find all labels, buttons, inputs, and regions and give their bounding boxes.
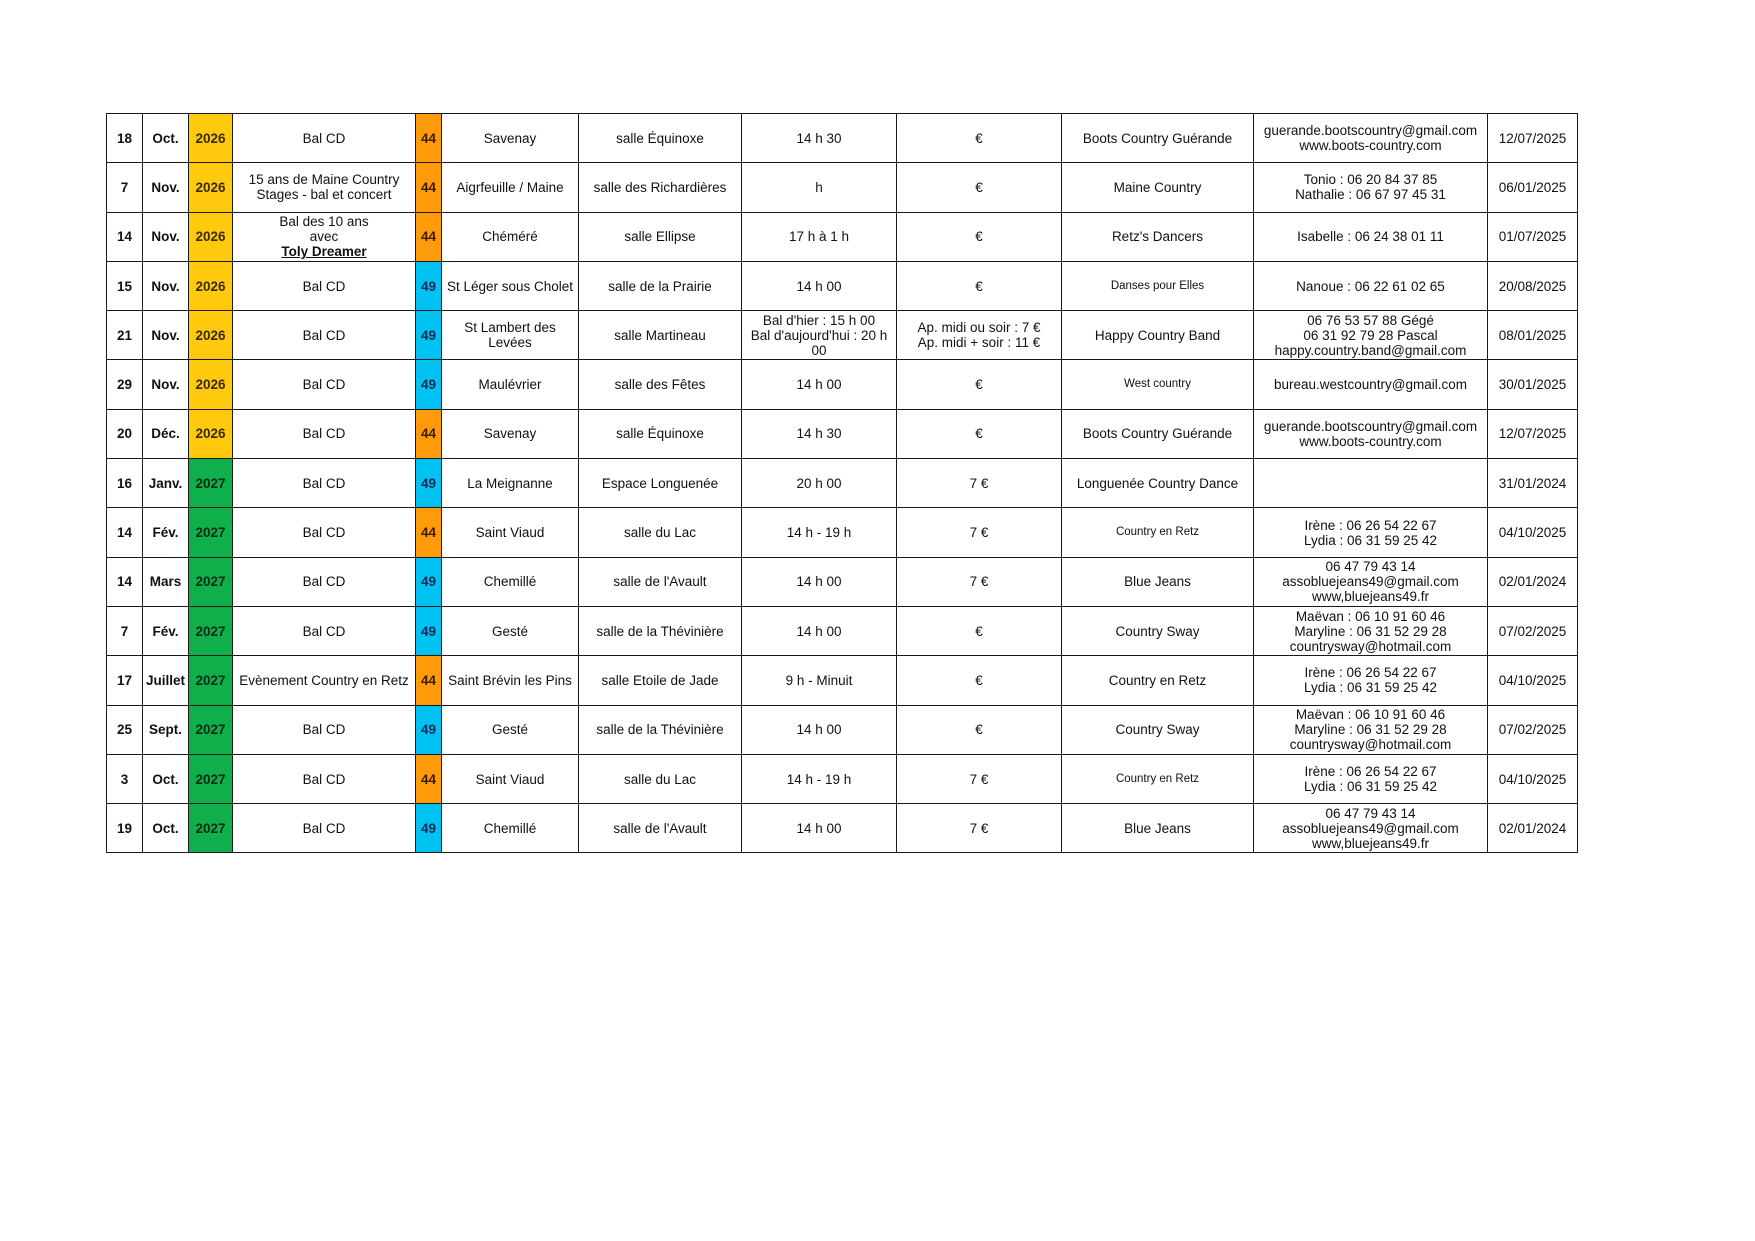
month-cell: Nov. xyxy=(143,261,189,310)
time-line: Bal d'aujourd'hui : 20 h 00 xyxy=(750,327,888,358)
day-cell: 15 xyxy=(107,261,143,310)
price-cell xyxy=(897,508,1062,557)
city-cell: Chemillé xyxy=(442,804,579,853)
event-line: Bal CD xyxy=(302,130,346,146)
event-line: Bal des 10 ans xyxy=(279,214,369,230)
contact-line: Irène : 06 26 54 22 67 xyxy=(1304,764,1437,779)
month-cell: Nov. xyxy=(143,311,189,360)
price-cell xyxy=(897,606,1062,655)
time-cell xyxy=(742,508,897,557)
club-cell: Blue Jeans xyxy=(1062,557,1254,606)
event-line: Bal CD xyxy=(302,377,346,393)
time-line: 14 h - 19 h xyxy=(786,525,852,541)
price-line: Ap. midi + soir : 11 € xyxy=(917,335,1041,351)
year-cell: 2027 xyxy=(189,754,233,803)
updated-date-cell: 12/07/2025 xyxy=(1488,114,1578,163)
time-cell xyxy=(742,557,897,606)
updated-date-cell: 20/08/2025 xyxy=(1488,261,1578,310)
contact-line: countrysway@hotmail.com xyxy=(1289,638,1452,654)
club-cell: Longuenée Country Dance xyxy=(1062,459,1254,508)
month-cell: Nov. xyxy=(143,212,189,261)
table-row xyxy=(107,261,1578,310)
venue-cell: salle Équinoxe xyxy=(579,409,742,458)
month-cell: Mars xyxy=(143,557,189,606)
event-line: Bal CD xyxy=(302,623,346,639)
price-line: € xyxy=(975,278,983,294)
day-cell: 25 xyxy=(107,705,143,754)
updated-date-cell: 07/02/2025 xyxy=(1488,705,1578,754)
contact-line: Lydia : 06 31 59 25 42 xyxy=(1303,779,1438,794)
event-cell xyxy=(233,557,416,606)
contact-line: assobluejeans49@gmail.com xyxy=(1282,574,1459,590)
city-cell: Gesté xyxy=(442,705,579,754)
club-cell: Country Sway xyxy=(1062,705,1254,754)
contact-cell xyxy=(1254,656,1488,705)
event-line: Bal CD xyxy=(302,426,346,442)
time-line: h xyxy=(815,179,823,195)
time-cell xyxy=(742,261,897,310)
year-cell: 2027 xyxy=(189,705,233,754)
contact-line: countrysway@hotmail.com xyxy=(1289,737,1452,753)
time-cell xyxy=(742,212,897,261)
price-cell xyxy=(897,163,1062,212)
department-cell: 49 xyxy=(416,557,442,606)
event-cell xyxy=(233,114,416,163)
contact-line: www,bluejeans49.fr xyxy=(1311,589,1430,605)
table-row xyxy=(107,163,1578,212)
month-cell: Oct. xyxy=(143,804,189,853)
price-cell xyxy=(897,804,1062,853)
venue-cell: salle des Richardières xyxy=(579,163,742,212)
price-cell xyxy=(897,754,1062,803)
time-cell xyxy=(742,606,897,655)
year-cell: 2027 xyxy=(189,459,233,508)
table-row xyxy=(107,557,1578,606)
club-cell: Country en Retz xyxy=(1062,754,1254,803)
event-cell xyxy=(233,163,416,212)
month-cell: Janv. xyxy=(143,459,189,508)
contact-line: Maëvan : 06 10 91 60 46 xyxy=(1295,707,1446,723)
event-cell xyxy=(233,459,416,508)
time-line: 14 h 00 xyxy=(796,722,842,738)
month-cell: Nov. xyxy=(143,163,189,212)
city-cell: Maulévrier xyxy=(442,360,579,409)
department-cell: 49 xyxy=(416,311,442,360)
event-line: Bal CD xyxy=(302,574,346,590)
price-cell xyxy=(897,311,1062,360)
year-cell: 2027 xyxy=(189,557,233,606)
month-cell: Nov. xyxy=(143,360,189,409)
year-cell: 2026 xyxy=(189,360,233,409)
city-cell: Savenay xyxy=(442,114,579,163)
month-cell: Fév. xyxy=(143,508,189,557)
contact-line: www.boots-country.com xyxy=(1299,138,1442,154)
contact-cell xyxy=(1254,754,1488,803)
price-line: € xyxy=(975,623,983,639)
event-line: Bal CD xyxy=(302,525,346,541)
updated-date-cell: 08/01/2025 xyxy=(1488,311,1578,360)
updated-date-cell: 12/07/2025 xyxy=(1488,409,1578,458)
time-line: 14 h 30 xyxy=(796,426,842,442)
table-row xyxy=(107,360,1578,409)
price-cell xyxy=(897,212,1062,261)
contact-line: Maryline : 06 31 52 29 28 xyxy=(1294,623,1447,639)
price-line: € xyxy=(975,426,983,442)
day-cell: 7 xyxy=(107,606,143,655)
day-cell: 3 xyxy=(107,754,143,803)
contact-line: guerande.bootscountry@gmail.com xyxy=(1263,123,1478,139)
city-cell: Chemillé xyxy=(442,557,579,606)
venue-cell: salle Équinoxe xyxy=(579,114,742,163)
year-cell: 2026 xyxy=(189,409,233,458)
contact-line: 06 31 92 79 28 Pascal xyxy=(1303,327,1438,343)
time-cell xyxy=(742,459,897,508)
day-cell: 7 xyxy=(107,163,143,212)
price-line: € xyxy=(975,130,983,146)
event-cell xyxy=(233,606,416,655)
price-cell xyxy=(897,261,1062,310)
contact-cell xyxy=(1254,261,1488,310)
contact-cell xyxy=(1254,409,1488,458)
updated-date-cell: 30/01/2025 xyxy=(1488,360,1578,409)
event-line: Evènement Country en Retz xyxy=(239,672,409,688)
table-row xyxy=(107,656,1578,705)
table-row xyxy=(107,804,1578,853)
contact-line: bureau.westcountry@gmail.com xyxy=(1273,377,1468,393)
time-cell xyxy=(742,754,897,803)
city-cell: Chéméré xyxy=(442,212,579,261)
time-line: 14 h 00 xyxy=(796,820,842,836)
event-cell xyxy=(233,508,416,557)
club-cell: Country en Retz xyxy=(1062,508,1254,557)
price-cell xyxy=(897,409,1062,458)
day-cell: 18 xyxy=(107,114,143,163)
month-cell: Oct. xyxy=(143,754,189,803)
day-cell: 19 xyxy=(107,804,143,853)
month-cell: Sept. xyxy=(143,705,189,754)
table-row xyxy=(107,114,1578,163)
year-cell: 2026 xyxy=(189,212,233,261)
time-cell xyxy=(742,311,897,360)
contact-line: Irène : 06 26 54 22 67 xyxy=(1304,517,1437,533)
table-row xyxy=(107,606,1578,655)
year-cell: 2027 xyxy=(189,606,233,655)
contact-cell xyxy=(1254,557,1488,606)
day-cell: 14 xyxy=(107,557,143,606)
contact-line: 06 76 53 57 88 Gégé xyxy=(1307,312,1434,328)
department-cell: 44 xyxy=(416,409,442,458)
contact-line: Tonio : 06 20 84 37 85 xyxy=(1303,172,1438,188)
city-cell: Saint Viaud xyxy=(442,754,579,803)
contact-line: 06 47 79 43 14 xyxy=(1325,805,1416,821)
club-cell: Happy Country Band xyxy=(1062,311,1254,360)
department-cell: 44 xyxy=(416,508,442,557)
department-cell: 49 xyxy=(416,459,442,508)
day-cell: 29 xyxy=(107,360,143,409)
department-cell: 44 xyxy=(416,212,442,261)
time-cell xyxy=(742,114,897,163)
time-line: 14 h - 19 h xyxy=(786,771,852,787)
event-line: Bal CD xyxy=(302,475,346,491)
contact-cell xyxy=(1254,606,1488,655)
venue-cell: salle de l'Avault xyxy=(579,804,742,853)
contact-cell xyxy=(1254,114,1488,163)
time-cell xyxy=(742,804,897,853)
event-line: Bal CD xyxy=(302,771,346,787)
contact-line: Isabelle : 06 24 38 01 11 xyxy=(1297,229,1444,245)
price-line: 7 € xyxy=(969,820,989,836)
day-cell: 20 xyxy=(107,409,143,458)
event-cell xyxy=(233,409,416,458)
price-cell xyxy=(897,114,1062,163)
department-cell: 49 xyxy=(416,804,442,853)
updated-date-cell: 01/07/2025 xyxy=(1488,212,1578,261)
event-line: 15 ans de Maine Country xyxy=(248,172,400,188)
event-line: Bal CD xyxy=(302,327,346,343)
event-cell xyxy=(233,705,416,754)
day-cell: 17 xyxy=(107,656,143,705)
venue-cell: salle Martineau xyxy=(579,311,742,360)
event-cell xyxy=(233,360,416,409)
contact-cell xyxy=(1254,459,1488,508)
contact-line: Lydia : 06 31 59 25 42 xyxy=(1303,680,1438,696)
updated-date-cell: 04/10/2025 xyxy=(1488,754,1578,803)
time-line: Bal d'hier : 15 h 00 xyxy=(762,312,876,328)
city-cell: St Léger sous Cholet xyxy=(442,261,579,310)
contact-cell xyxy=(1254,360,1488,409)
club-cell: Danses pour Elles xyxy=(1062,261,1254,310)
contact-line: guerande.bootscountry@gmail.com xyxy=(1263,418,1478,434)
time-line: 14 h 00 xyxy=(796,574,842,590)
club-cell: Boots Country Guérande xyxy=(1062,114,1254,163)
month-cell: Oct. xyxy=(143,114,189,163)
month-cell: Juillet xyxy=(143,656,189,705)
event-line: avec xyxy=(309,229,339,245)
time-line: 14 h 00 xyxy=(796,623,842,639)
year-cell: 2027 xyxy=(189,508,233,557)
price-line: 7 € xyxy=(969,475,989,491)
club-cell: Blue Jeans xyxy=(1062,804,1254,853)
city-cell: Gesté xyxy=(442,606,579,655)
venue-cell: salle des Fêtes xyxy=(579,360,742,409)
contact-line: www.boots-country.com xyxy=(1299,433,1442,449)
department-cell: 49 xyxy=(416,261,442,310)
time-line: 14 h 30 xyxy=(796,130,842,146)
month-cell: Fév. xyxy=(143,606,189,655)
price-cell xyxy=(897,459,1062,508)
venue-cell: salle du Lac xyxy=(579,754,742,803)
event-line: Stages - bal et concert xyxy=(256,187,392,203)
table-row xyxy=(107,705,1578,754)
year-cell: 2026 xyxy=(189,261,233,310)
venue-cell: Espace Longuenée xyxy=(579,459,742,508)
city-cell: Aigrfeuille / Maine xyxy=(442,163,579,212)
contact-line: happy.country.band@gmail.com xyxy=(1274,342,1467,358)
time-line: 14 h 00 xyxy=(796,377,842,393)
year-cell: 2027 xyxy=(189,656,233,705)
day-cell: 14 xyxy=(107,212,143,261)
updated-date-cell: 02/01/2024 xyxy=(1488,804,1578,853)
contact-line: Irène : 06 26 54 22 67 xyxy=(1304,665,1437,681)
club-cell: Maine Country xyxy=(1062,163,1254,212)
department-cell: 49 xyxy=(416,606,442,655)
day-cell: 14 xyxy=(107,508,143,557)
time-line: 14 h 00 xyxy=(796,278,842,294)
price-line: € xyxy=(975,179,983,195)
time-cell xyxy=(742,163,897,212)
contact-cell xyxy=(1254,804,1488,853)
department-cell: 44 xyxy=(416,114,442,163)
venue-cell: salle de la Prairie xyxy=(579,261,742,310)
event-cell xyxy=(233,261,416,310)
department-cell: 44 xyxy=(416,163,442,212)
city-cell: St Lambert des Levées xyxy=(442,311,579,360)
event-cell xyxy=(233,754,416,803)
year-cell: 2027 xyxy=(189,804,233,853)
time-cell xyxy=(742,409,897,458)
event-line: Bal CD xyxy=(302,278,346,294)
table-row xyxy=(107,459,1578,508)
venue-cell: salle de la Thévinière xyxy=(579,705,742,754)
time-cell xyxy=(742,360,897,409)
time-cell xyxy=(742,656,897,705)
department-cell: 44 xyxy=(416,656,442,705)
city-cell: Saint Brévin les Pins xyxy=(442,656,579,705)
venue-cell: salle de la Thévinière xyxy=(579,606,742,655)
day-cell: 16 xyxy=(107,459,143,508)
contact-line: assobluejeans49@gmail.com xyxy=(1282,820,1459,836)
club-cell: Retz's Dancers xyxy=(1062,212,1254,261)
city-cell: Savenay xyxy=(442,409,579,458)
department-cell: 49 xyxy=(416,705,442,754)
contact-cell xyxy=(1254,705,1488,754)
event-cell xyxy=(233,212,416,261)
updated-date-cell: 04/10/2025 xyxy=(1488,656,1578,705)
table-row xyxy=(107,212,1578,261)
city-cell: Saint Viaud xyxy=(442,508,579,557)
club-cell: Country Sway xyxy=(1062,606,1254,655)
table-row xyxy=(107,508,1578,557)
club-cell: Country en Retz xyxy=(1062,656,1254,705)
club-cell: West country xyxy=(1062,360,1254,409)
event-line: Toly Dreamer xyxy=(281,244,367,260)
event-line: Bal CD xyxy=(302,722,346,738)
city-cell: La Meignanne xyxy=(442,459,579,508)
price-cell xyxy=(897,656,1062,705)
venue-cell: salle Ellipse xyxy=(579,212,742,261)
year-cell: 2026 xyxy=(189,114,233,163)
price-line: € xyxy=(975,229,983,245)
time-line: 9 h - Minuit xyxy=(785,672,853,688)
contact-cell xyxy=(1254,508,1488,557)
updated-date-cell: 04/10/2025 xyxy=(1488,508,1578,557)
club-cell: Boots Country Guérande xyxy=(1062,409,1254,458)
contact-line: Lydia : 06 31 59 25 42 xyxy=(1303,532,1438,548)
venue-cell: salle du Lac xyxy=(579,508,742,557)
time-line: 17 h à 1 h xyxy=(788,229,850,245)
department-cell: 44 xyxy=(416,754,442,803)
day-cell: 21 xyxy=(107,311,143,360)
price-cell xyxy=(897,557,1062,606)
price-line: € xyxy=(975,377,983,393)
updated-date-cell: 06/01/2025 xyxy=(1488,163,1578,212)
contact-cell xyxy=(1254,212,1488,261)
contact-cell xyxy=(1254,163,1488,212)
year-cell: 2026 xyxy=(189,311,233,360)
time-line: 20 h 00 xyxy=(796,475,842,491)
price-line: € xyxy=(975,672,983,688)
contact-line: Nathalie : 06 67 97 45 31 xyxy=(1295,187,1446,203)
department-cell: 49 xyxy=(416,360,442,409)
updated-date-cell: 07/02/2025 xyxy=(1488,606,1578,655)
contact-line: Maëvan : 06 10 91 60 46 xyxy=(1295,608,1446,624)
events-table xyxy=(106,113,1578,853)
price-line: 7 € xyxy=(969,771,989,787)
price-line: Ap. midi ou soir : 7 € xyxy=(917,320,1041,336)
price-line: 7 € xyxy=(969,525,989,541)
table-row xyxy=(107,754,1578,803)
contact-line: Nanoue : 06 22 61 02 65 xyxy=(1296,278,1445,294)
contact-line: www,bluejeans49.fr xyxy=(1311,835,1430,851)
table-row xyxy=(107,409,1578,458)
month-cell: Déc. xyxy=(143,409,189,458)
event-cell xyxy=(233,656,416,705)
table-row xyxy=(107,311,1578,360)
contact-line: Maryline : 06 31 52 29 28 xyxy=(1294,722,1447,738)
price-cell xyxy=(897,360,1062,409)
event-cell xyxy=(233,804,416,853)
venue-cell: salle Etoile de Jade xyxy=(579,656,742,705)
venue-cell: salle de l'Avault xyxy=(579,557,742,606)
updated-date-cell: 31/01/2024 xyxy=(1488,459,1578,508)
price-line: 7 € xyxy=(969,574,989,590)
price-cell xyxy=(897,705,1062,754)
event-line: Bal CD xyxy=(302,820,346,836)
year-cell: 2026 xyxy=(189,163,233,212)
time-cell xyxy=(742,705,897,754)
price-line: € xyxy=(975,722,983,738)
updated-date-cell: 02/01/2024 xyxy=(1488,557,1578,606)
contact-cell xyxy=(1254,311,1488,360)
contact-line: 06 47 79 43 14 xyxy=(1325,559,1416,575)
event-cell xyxy=(233,311,416,360)
